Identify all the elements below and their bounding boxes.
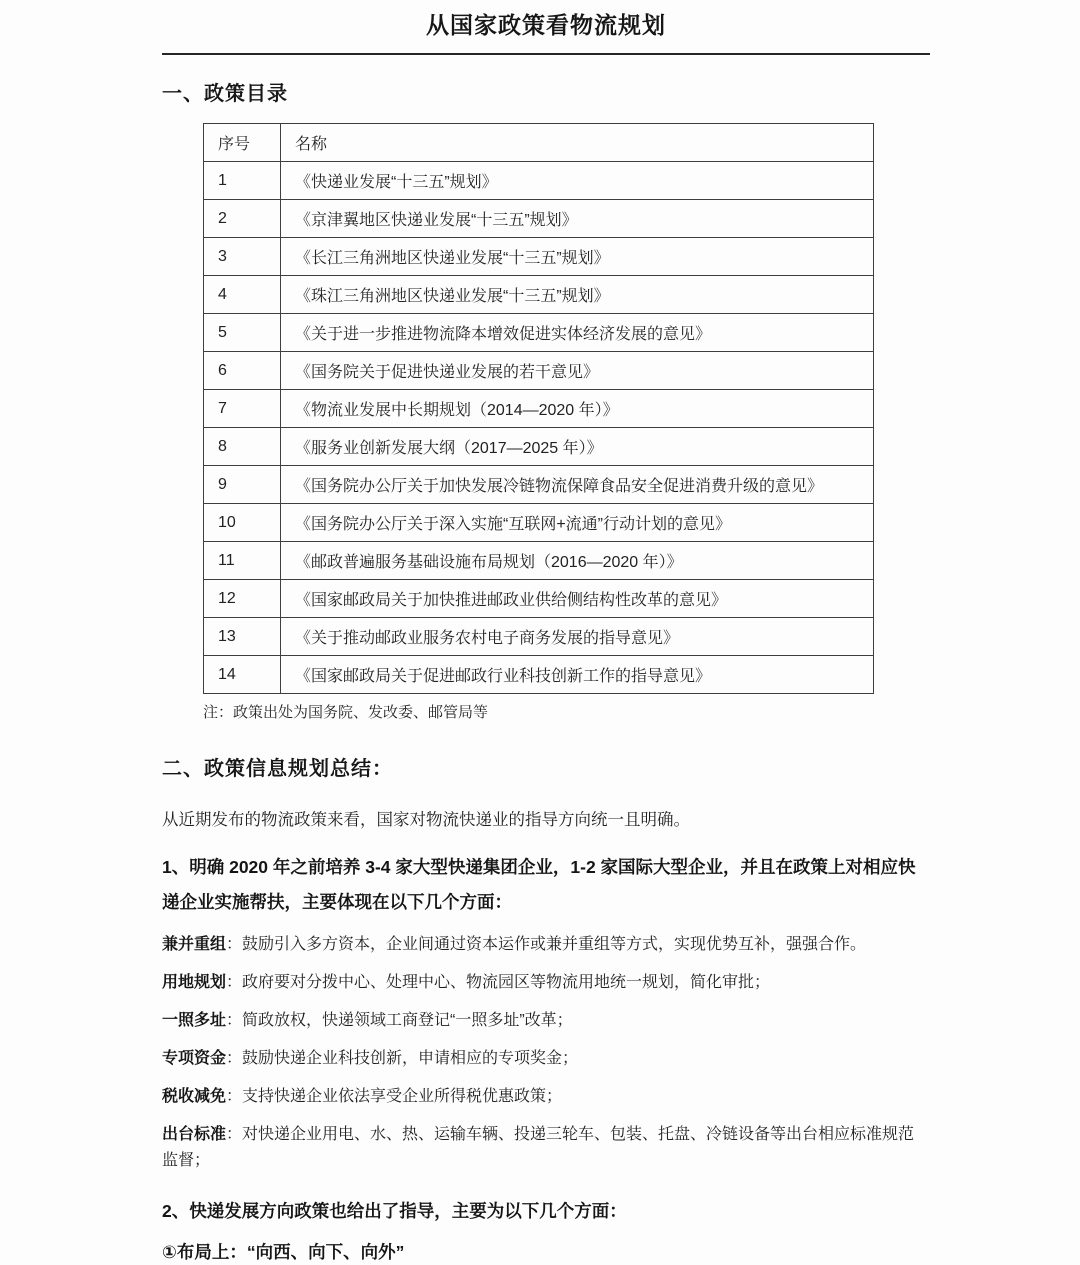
layout-direction-line: ①布局上：“向西、向下、向外”: [162, 1242, 405, 1262]
support-item-term: 专项资金: [162, 1050, 227, 1067]
row-number: 10: [204, 504, 281, 542]
policy-support-list: [162, 932, 930, 1174]
row-number: 14: [204, 656, 281, 694]
row-number: 5: [204, 314, 281, 352]
row-policy-name: 《物流业发展中长期规划（2014—2020 年）》: [281, 390, 874, 428]
document-title: 从国家政策看物流规划: [426, 12, 666, 38]
table-row: [204, 238, 874, 276]
support-item-desc: ：对快递企业用电、水、热、运输车辆、投递三轮车、包装、托盘、冷链设备等出台相应标准规范监督；: [162, 1126, 915, 1169]
row-number: 3: [204, 238, 281, 276]
support-item-term: 税收减免: [162, 1088, 227, 1105]
row-policy-name: 《国务院关于促进快递业发展的若干意见》: [281, 352, 874, 390]
table-row: [204, 656, 874, 694]
section2-heading: 二、政策信息规划总结：: [162, 758, 393, 780]
table-row: [204, 618, 874, 656]
table-row: [204, 314, 874, 352]
column-header-no: 序号: [204, 124, 281, 162]
row-policy-name: 《京津翼地区快递业发展“十三五”规划》: [281, 200, 874, 238]
row-policy-name: 《国家邮政局关于加快推进邮政业供给侧结构性改革的意见》: [281, 580, 874, 618]
row-number: 1: [204, 162, 281, 200]
table-row: [204, 542, 874, 580]
row-number: 13: [204, 618, 281, 656]
column-header-name: 名称: [281, 124, 874, 162]
support-item: [162, 1122, 930, 1174]
point2-paragraph: 2、快递发展方向政策也给出了指导，主要为以下几个方面：: [162, 1201, 627, 1221]
table-row: [204, 162, 874, 200]
table-note: 注：政策出处为国务院、发改委、邮管局等: [203, 704, 489, 721]
row-number: 2: [204, 200, 281, 238]
row-number: 7: [204, 390, 281, 428]
support-item-term: 用地规划: [162, 974, 227, 991]
row-policy-name: 《长江三角洲地区快递业发展“十三五”规划》: [281, 238, 874, 276]
support-item-desc: ：简政放权，快递领域工商登记“一照多址”改革；: [226, 1012, 573, 1029]
row-number: 4: [204, 276, 281, 314]
row-number: 11: [204, 542, 281, 580]
row-policy-name: 《国务院办公厅关于加快发展冷链物流保障食品安全促进消费升级的意见》: [281, 466, 874, 504]
row-policy-name: 《服务业创新发展大纲（2017—2025 年）》: [281, 428, 874, 466]
row-policy-name: 《国家邮政局关于促进邮政行业科技创新工作的指导意见》: [281, 656, 874, 694]
support-item: [162, 1084, 930, 1110]
table-row: [204, 504, 874, 542]
table-row: [204, 580, 874, 618]
row-number: 9: [204, 466, 281, 504]
row-policy-name: 《邮政普遍服务基础设施布局规划（2016—2020 年）》: [281, 542, 874, 580]
support-item-desc: ：鼓励引入多方资本，企业间通过资本运作或兼并重组等方式，实现优势互补，强强合作。: [226, 936, 867, 953]
table-row: [204, 390, 874, 428]
section1-heading: 一、政策目录: [162, 83, 288, 105]
row-policy-name: 《快递业发展“十三五”规划》: [281, 162, 874, 200]
row-number: 8: [204, 428, 281, 466]
support-item: [162, 970, 930, 996]
table-row: [204, 352, 874, 390]
row-policy-name: 《关于推动邮政业服务农村电子商务发展的指导意见》: [281, 618, 874, 656]
title-divider: [162, 53, 930, 55]
support-item: [162, 1008, 930, 1034]
point1-paragraph: 1、明确 2020 年之前培养 3-4 家大型快递集团企业，1-2 家国际大型企业，并且在政策上对相应快递企业实施帮扶，主要体现在以下几个方面：: [162, 857, 916, 912]
support-item-desc: ：政府要对分拨中心、处理中心、物流园区等物流用地统一规划，简化审批；: [226, 974, 771, 991]
table-row: [204, 428, 874, 466]
policy-table: [203, 123, 874, 694]
row-policy-name: 《珠江三角洲地区快递业发展“十三五”规划》: [281, 276, 874, 314]
table-header-row: [204, 124, 874, 162]
row-policy-name: 《国务院办公厅关于深入实施“互联网+流通”行动计划的意见》: [281, 504, 874, 542]
support-item-desc: ：鼓励快递企业科技创新，申请相应的专项奖金；: [226, 1050, 579, 1067]
row-policy-name: 《关于进一步推进物流降本增效促进实体经济发展的意见》: [281, 314, 874, 352]
intro-paragraph: 从近期发布的物流政策来看，国家对物流快递业的指导方向统一且明确。: [162, 811, 690, 829]
table-row: [204, 276, 874, 314]
support-item-term: 一照多址: [162, 1012, 227, 1029]
policy-table-body: [204, 162, 874, 694]
row-number: 12: [204, 580, 281, 618]
support-item-desc: ：支持快递企业依法享受企业所得税优惠政策；: [226, 1088, 563, 1105]
row-number: 6: [204, 352, 281, 390]
support-item: [162, 932, 930, 958]
support-item: [162, 1046, 930, 1072]
table-row: [204, 200, 874, 238]
table-row: [204, 466, 874, 504]
support-item-term: 出台标准: [162, 1126, 227, 1143]
support-item-term: 兼并重组: [162, 936, 227, 953]
